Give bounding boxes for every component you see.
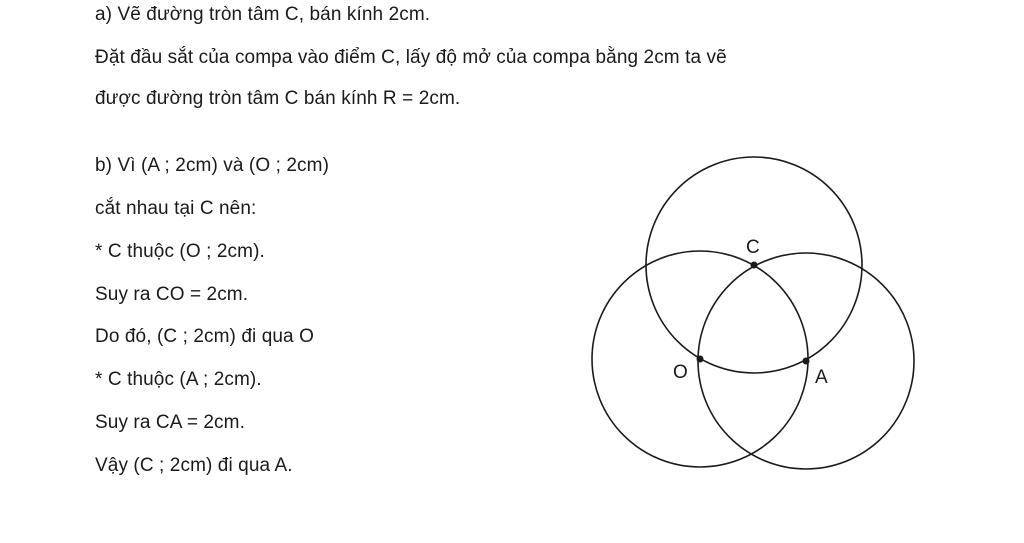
point-c (751, 262, 758, 269)
part-b-line-2: cắt nhau tại C nên: (95, 198, 257, 219)
part-a-line-2: Đặt đầu sắt của compa vào điểm C, lấy độ mở của compa bằng 2cm ta vẽ (95, 47, 727, 68)
label-a: A (815, 367, 828, 388)
point-o (697, 356, 704, 363)
part-b-line-6: * C thuộc (A ; 2cm). (95, 369, 262, 390)
part-b-line-7: Suy ra CA = 2cm. (95, 412, 245, 433)
part-b-line-5: Do đó, (C ; 2cm) đi qua O (95, 326, 314, 347)
part-a-line-3: được đường tròn tâm C bán kính R = 2cm. (95, 88, 461, 109)
part-a-line-1: a) Vẽ đường tròn tâm C, bán kính 2cm. (95, 4, 431, 25)
part-b-line-3: * C thuộc (O ; 2cm). (95, 241, 265, 262)
part-b-line-8: Vậy (C ; 2cm) đi qua A. (95, 455, 293, 476)
point-a (803, 358, 810, 365)
label-c: C (746, 237, 760, 258)
label-o: O (673, 362, 688, 383)
part-b-line-4: Suy ra CO = 2cm. (95, 284, 249, 305)
part-b-line-1: b) Vì (A ; 2cm) và (O ; 2cm) (95, 155, 330, 176)
